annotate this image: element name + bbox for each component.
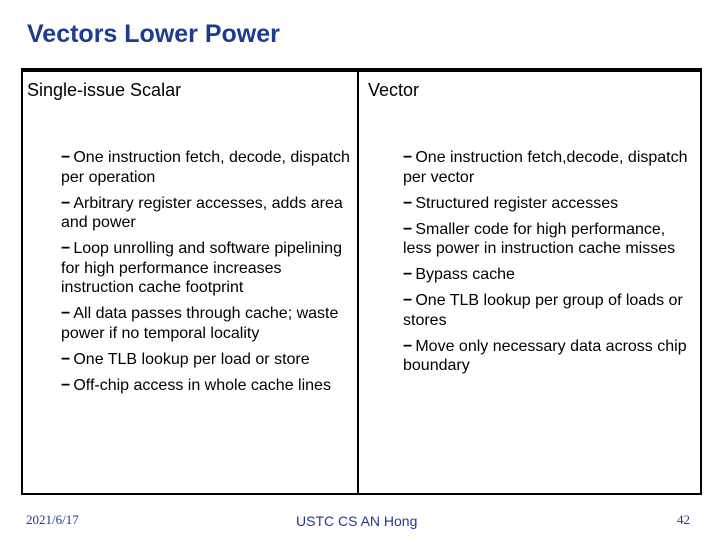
dash-marker: − [403,292,413,309]
vector-bullet-text: Move only necessary data across chip boundary [403,337,687,374]
scalar-bullet-text: All data passes through cache; waste power if no temporal locality [61,305,339,342]
vector-bullet [403,265,698,285]
dash-marker: − [61,194,71,212]
dash-marker: − [403,337,413,355]
scalar-bullet-text: One TLB lookup per load or store [73,350,310,368]
vector-bullet-list [403,148,698,382]
dash-marker: − [61,376,71,394]
scalar-bullet-text: One instruction fetch, decode, dispatch per operation [61,149,350,186]
scalar-bullet-text: Loop unrolling and software pipelining for high performance increases instruction cache footprint [61,240,342,296]
footer-date: 2021/6/17 [26,512,79,527]
scalar-column-header: Single-issue Scalar [27,80,182,100]
scalar-bullet-text: Off-chip access in whole cache lines [73,376,331,394]
dash-marker: − [403,194,413,212]
vector-bullet-text: Smaller code for high performance, less power in instruction cache misses [403,220,676,257]
dash-marker: − [61,149,71,166]
scalar-bullet [61,304,353,343]
vector-bullet [403,291,698,330]
dash-marker: − [403,149,413,166]
vector-bullet [403,220,698,259]
scalar-bullet-list [61,148,353,402]
comparison-frame [21,68,702,495]
vector-bullet [403,148,698,187]
column-divider [357,72,359,493]
scalar-bullet [61,148,353,187]
scalar-bullet [61,239,353,298]
dash-marker: − [403,266,413,283]
page-number: 42 [677,512,690,527]
scalar-bullet [61,376,353,396]
vector-bullet-text: Bypass cache [415,266,515,283]
scalar-bullet [61,350,353,370]
slide-title: Vectors Lower Power [27,20,280,48]
dash-marker: − [61,240,71,257]
vector-bullet-text: Structured register accesses [415,194,619,212]
vector-bullet [403,194,698,214]
vector-bullet-text: One instruction fetch,decode, dispatch per vector [403,149,688,186]
footer-author: USTC CS AN Hong [296,513,418,529]
dash-marker: − [403,220,413,238]
dash-marker: − [61,305,71,322]
scalar-bullet-text: Arbitrary register accesses, adds area and power [61,194,343,231]
vector-column-header: Vector [368,80,420,100]
vector-bullet [403,337,698,376]
dash-marker: − [61,350,71,368]
scalar-bullet [61,194,353,233]
vector-bullet-text: One TLB lookup per group of loads or stores [403,292,683,329]
